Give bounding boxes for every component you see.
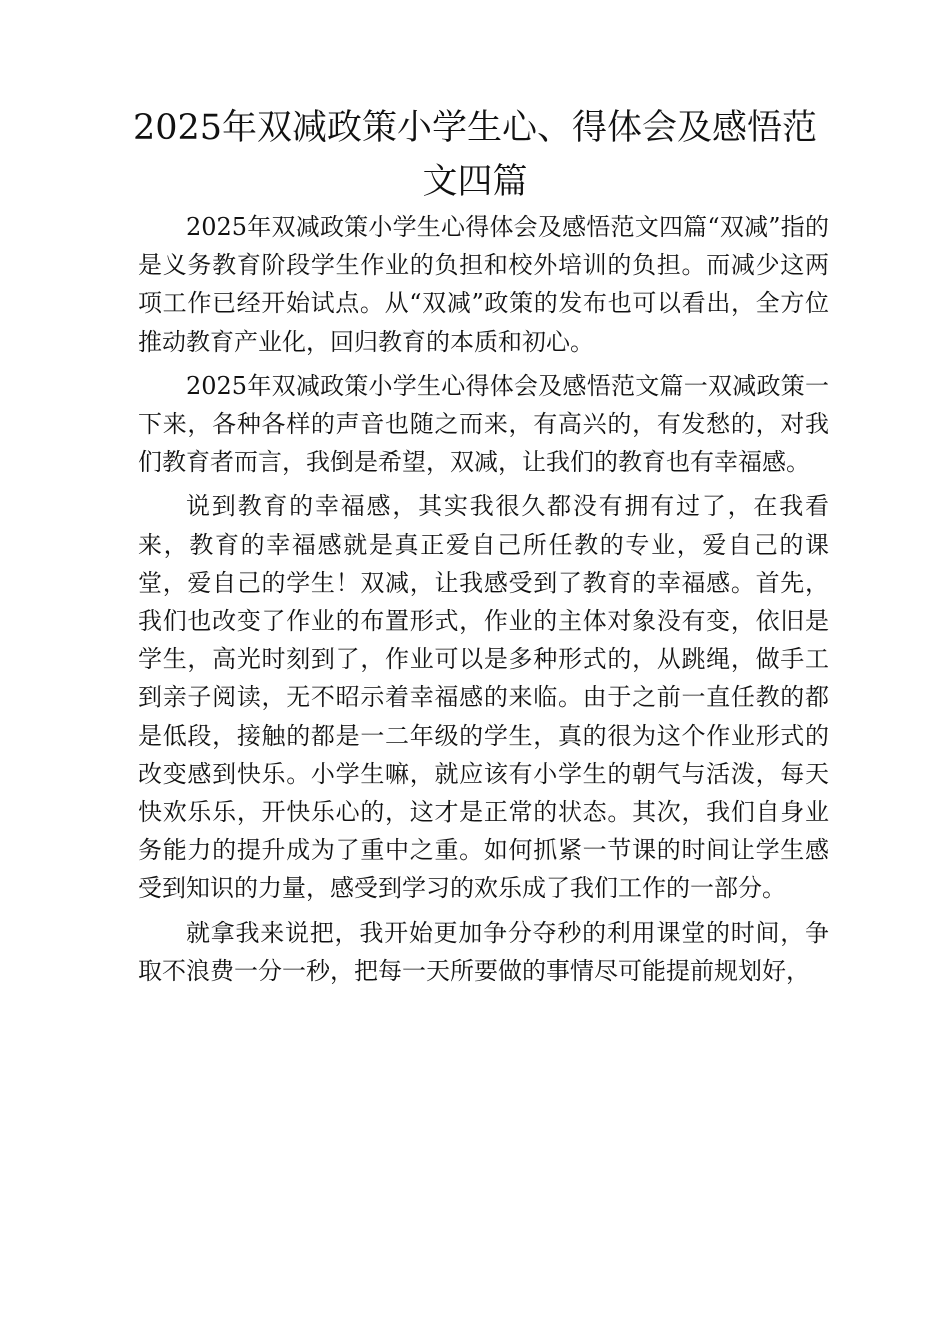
document-title: 2025年双减政策小学生心、得体会及感悟范文四篇 [132, 108, 818, 202]
paragraph-essay-one-opening: 2025年双减政策小学生心得体会及感悟范文篇一双减政策一下来，各种各样的声音也随之而来，有高兴的，有发愁的，对我们教育者而言，我倒是希望，双减，让我们的教育也有幸福感。 [138, 371, 829, 477]
document-body [138, 208, 829, 996]
paragraph-happiness: 说到教育的幸福感，其实我很久都没有拥有过了，在我看来，教育的幸福感就是真正爱自己所任教的专业，爱自己的课堂，爱自己的学生！双减，让我感受到了教育的幸福感。首先，我们也改变了作业的布置形式，作业的主体对象没有变，依旧是学生，高光时刻到了，作业可以是多种形式的，从跳绳，做手工到亲子阅读，无不昭示着幸福感的来临。由于之前一直任教的都是低段，接触的都是一二年级的学生，真的很为这个作业形式的改变感到快乐。小学生嘛，就应该有小学生的朝气与活泼，每天快欢乐乐，开快乐心的，这才是正常的状态。其次，我们自身业务能力的提升成为了重中之重。如何抓紧一节课的时间让学生感受到知识的力量，感受到学习的欢乐成了我们工作的一部分。 [138, 492, 829, 903]
paragraph-intro: 2025年双减政策小学生心得体会及感悟范文四篇“双减”指的是义务教育阶段学生作业的负担和校外培训的负担。而减少这两项工作已经开始试点。从“双减”政策的发布也可以看出，全方位推动教育产业化，回归教育的本质和初心。 [138, 213, 829, 356]
paragraph-personal-example: 就拿我来说把，我开始更加争分夺秒的利用课堂的时间，争取不浪费一分一秒，把每一天所要做的事情尽可能提前规划好， [138, 918, 829, 985]
